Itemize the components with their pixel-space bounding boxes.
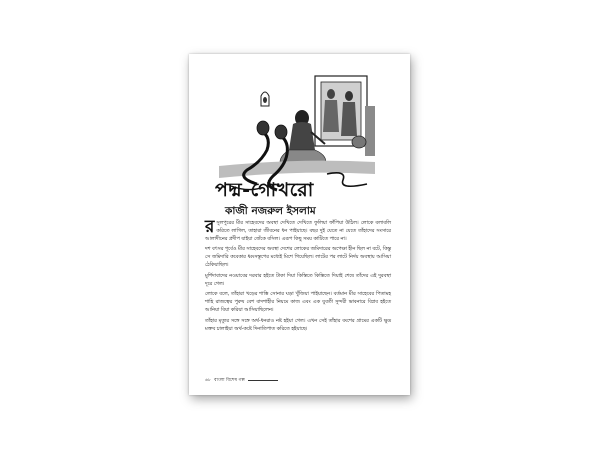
drop-cap: র [205, 217, 215, 237]
paragraph [205, 217, 391, 243]
story-body [205, 217, 391, 336]
book-name: বাংলা বিশেষ গল্প [213, 378, 245, 383]
paragraph: লোকে বলে, তাঁহারা খড়ের শাস্তি সোনার ঘড়া খুঁজিয়া পাইয়াছেন। বর্তমান মীর সাহেবের পিতামহ শাহি রাজত্বের পুরুষ বেশ বাদশাহীর নিয়মে কাজ এবং এক যুবতী সুন্দরী ভাবনারে বিপ্লব হইতে আনিয়া বিয়া করিয়া আসিয়াছিলেন। [205, 291, 391, 313]
paragraph: দশ বৎসর পূর্বেও মীর সাহেবদের অবস্থা দেশের লোকের জমিদারের অপেক্ষা হীন ছিল না বটে, কিন্তু সে জমিদারি কবেকার ধ্বংসস্তূপের মধ্যেই মিশে গিয়েছিল। লাটের পর লাটে নির্দয় অবস্থায় আসিয়া ঠেকিয়াছিল। [205, 246, 391, 268]
story-author: কাজী নজরুল ইসলাম [225, 205, 316, 217]
footer-rule [248, 380, 278, 381]
story-title: পদ্ম-গোখরো [215, 179, 314, 201]
paragraph: তাঁহার মৃত্যুর সঙ্গে সঙ্গে অর্থ-ধনরাও নষ্ট হইয়া গেল। এখন সেই তাঁহার বংশের গ্রামের একটি ক্ষুদ্র মক্তব চালাইয়া অর্থ-কষ্টে দিনাতিপাত করিতে হইয়াছে। [205, 317, 391, 332]
paragraph: মুর্শিদাবাদের নওয়াবের দরবার হইতে টাকা দিয়া কিস্তিতে কিস্তিতে দিয়াই শেষে তাঁদের এই দুরবস্থা দূরে গেল। [205, 272, 391, 287]
page-footer [205, 376, 278, 384]
book-page [189, 54, 410, 395]
page-number: ৬৮ [205, 378, 211, 383]
paragraph-text: সুলপুরের মীর সাহেবদের অবস্থা দেখিতে দেখিতে ফুলিয়া ফাঁপিয়া উঠিল। লোকে বলাবলি করিতে লাগিল, তাহারা জীবনের ধন পাইয়াছে। বছর দুই যেতে না যেতে তাঁহাদের সংসারে আলাদীনের প্রদীপ যাইয়া জেঁকে বসিল। এরূপ কিছু সময় কাটিতে পারে না। [205, 220, 391, 242]
